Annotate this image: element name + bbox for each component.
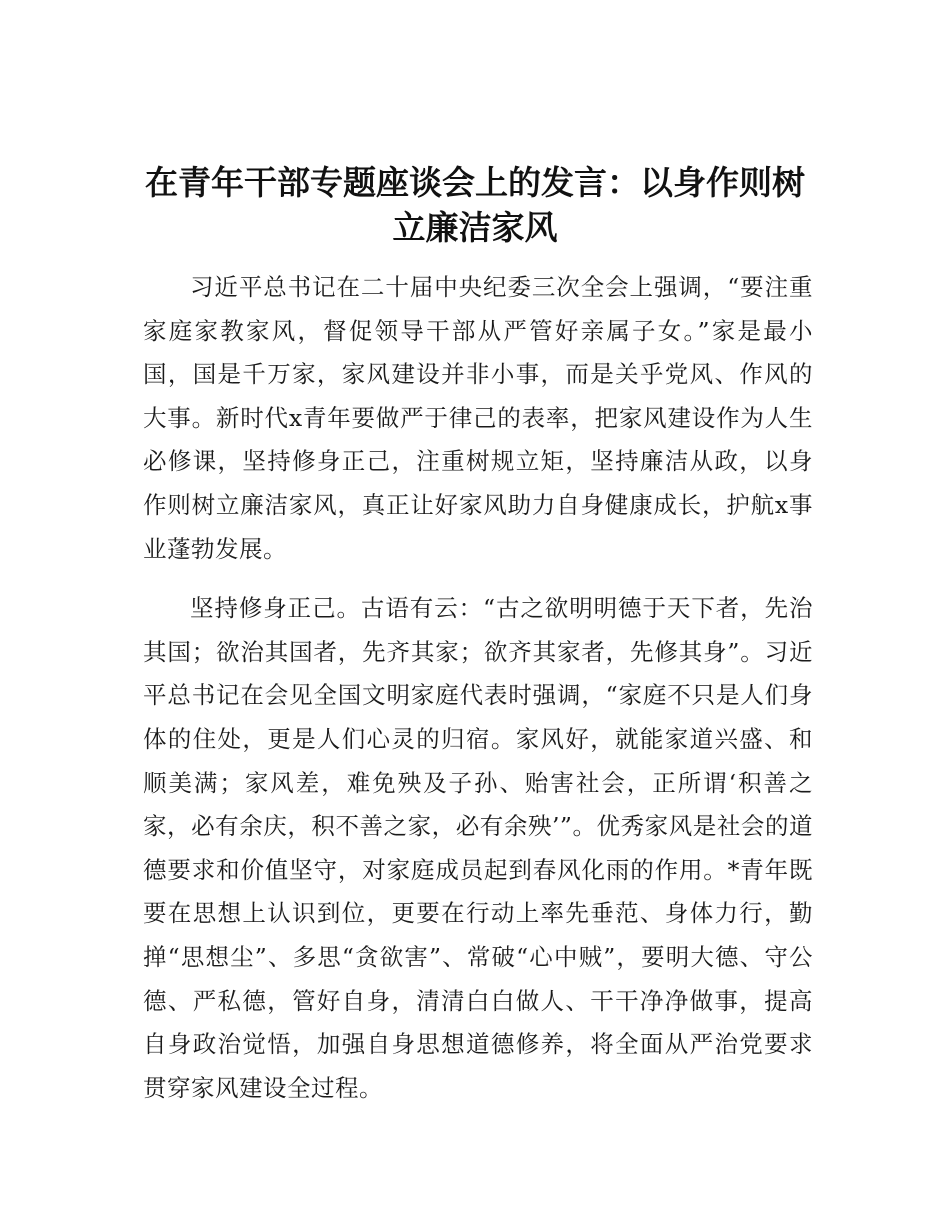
document-title: 在青年干部专题座谈会上的发言：以身作则树立廉洁家风 xyxy=(145,163,805,247)
document-body xyxy=(143,266,813,1126)
paragraph-self-cultivation: 坚持修身正己。古语有云：“古之欲明明德于天下者，先治其国；欲治其国者，先齐其家；欲齐其家者，先修其身”。习近平总书记在会见全国文明家庭代表时强调，“家庭不只是人们身体的住处，更是人们心灵的归宿。家风好，就能家道兴盛、和顺美满；家风差，难免殃及子孙、贻害社会，正所谓‘积善之家，必有余庆，积不善之家，必有余殃’”。优秀家风是社会的道德要求和价值坚守，对家庭成员起到春风化雨的作用。*青年既要在思想上认识到位，更要在行动上率先垂范、身体力行，勤掸“思想尘”、多思“贪欲害”、常破“心中贼”，要明大德、守公德、严私德，管好自身，清清白白做人、干干净净做事，提高自身政治觉悟，加强自身思想道德修养，将全面从严治党要求贯穿家风建设全过程。 xyxy=(143,594,813,1102)
paragraph-intro: 习近平总书记在二十届中央纪委三次全会上强调，“要注重家庭家教家风，督促领导干部从严管好亲属子女。”家是最小国，国是千万家，家风建设并非小事，而是关乎党风、作风的大事。新时代x青年要做严于律己的表率，把家风建设作为人生必修课，坚持修身正己，注重树规立矩，坚持廉洁从政，以身作则树立廉洁家风，真正让好家风助力自身健康成长，护航x事业蓬勃发展。 xyxy=(143,273,813,563)
